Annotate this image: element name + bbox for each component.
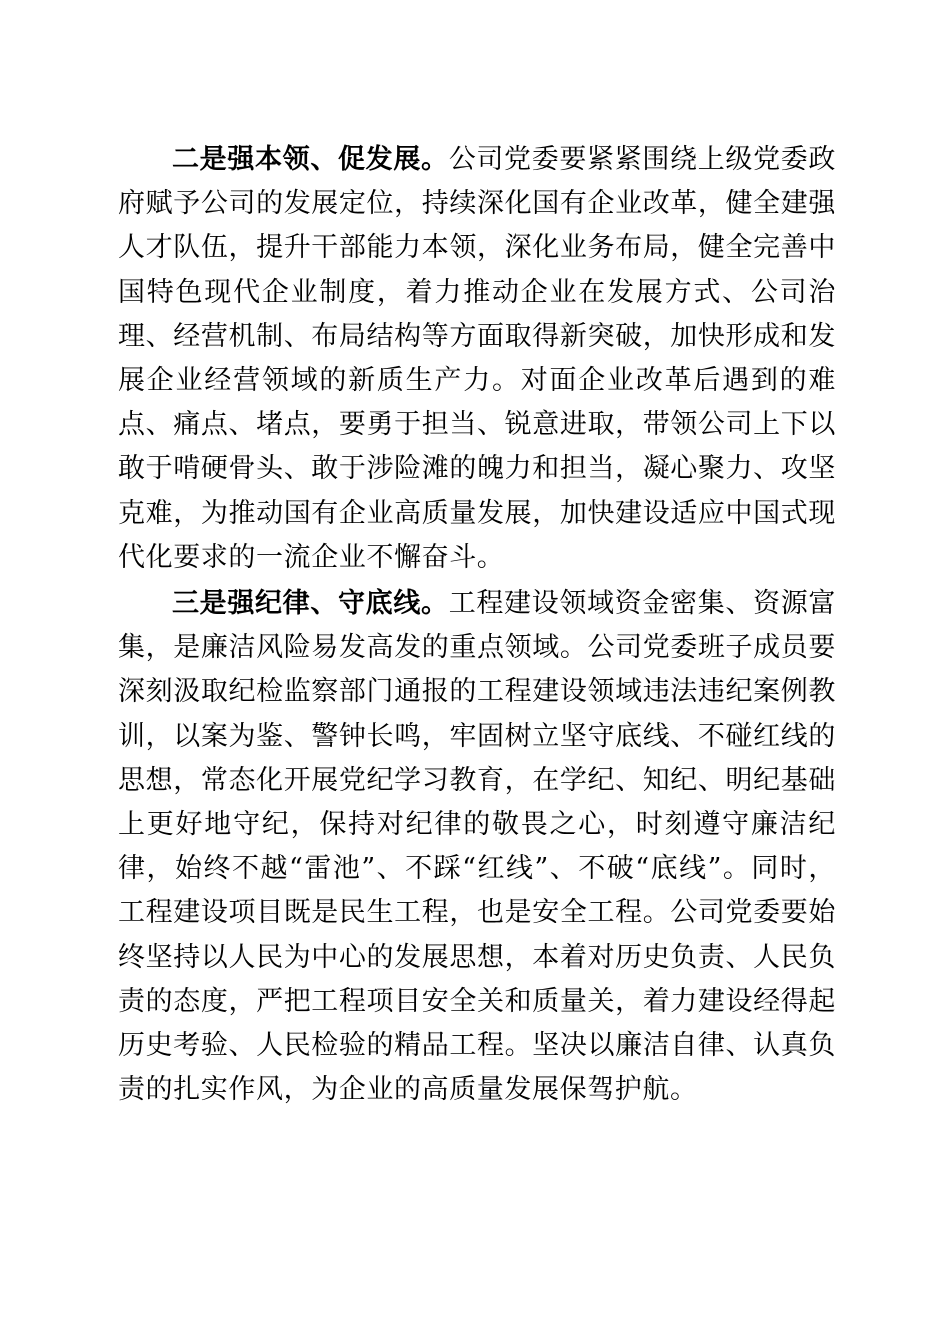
document-body [118, 138, 836, 1112]
paragraph-body-text: 公司党委要紧紧围绕上级党委政府赋予公司的发展定位，持续深化国有企业改革，健全建强人才队伍，提升干部能力本领，深化业务布局，健全完善中国特色现代企业制度，着力推动企业在发展方式、公司治理、经营机制、布局结构等方面取得新突破，加快形成和发展企业经营领域的新质生产力。对面企业改革后遇到的难点、痛点、堵点，要勇于担当、锐意进取，带领公司上下以敢于啃硬骨头、敢于涉险滩的魄力和担当，凝心聚力、攻坚克难，为推动国有企业高质量发展，加快建设适应中国式现代化要求的一流企业不懈奋斗。 [118, 144, 837, 573]
paragraph-body-text: 工程建设领域资金密集、资源富集，是廉洁风险易发高发的重点领域。公司党委班子成员要深刻汲取纪检监察部门通报的工程建设领域违法违纪案例教训，以案为鉴、警钟长鸣，牢固树立坚守底线、不碰红线的思想，常态化开展党纪学习教育，在学纪、知纪、明纪基础上更好地守纪，保持对纪律的敬畏之心，时刻遵守廉洁纪律，始终不越“雷池”、不踩“红线”、不破“底线”。同时，工程建设项目既是民生工程，也是安全工程。公司党委要始终坚持以人民为中心的发展思想，本着对历史负责、人民负责的态度，严把工程项目安全关和质量关，着力建设经得起历史考验、人民检验的精品工程。坚决以廉洁自律、认真负责的扎实作风，为企业的高质量发展保驾护航。 [118, 588, 837, 1106]
paragraph-lead-heading: 三是强纪律、守底线。 [172, 588, 449, 620]
paragraph-strengthen-capability [118, 138, 836, 580]
paragraph-strengthen-discipline [118, 582, 836, 1112]
paragraph-lead-heading: 二是强本领、促发展。 [172, 144, 449, 175]
